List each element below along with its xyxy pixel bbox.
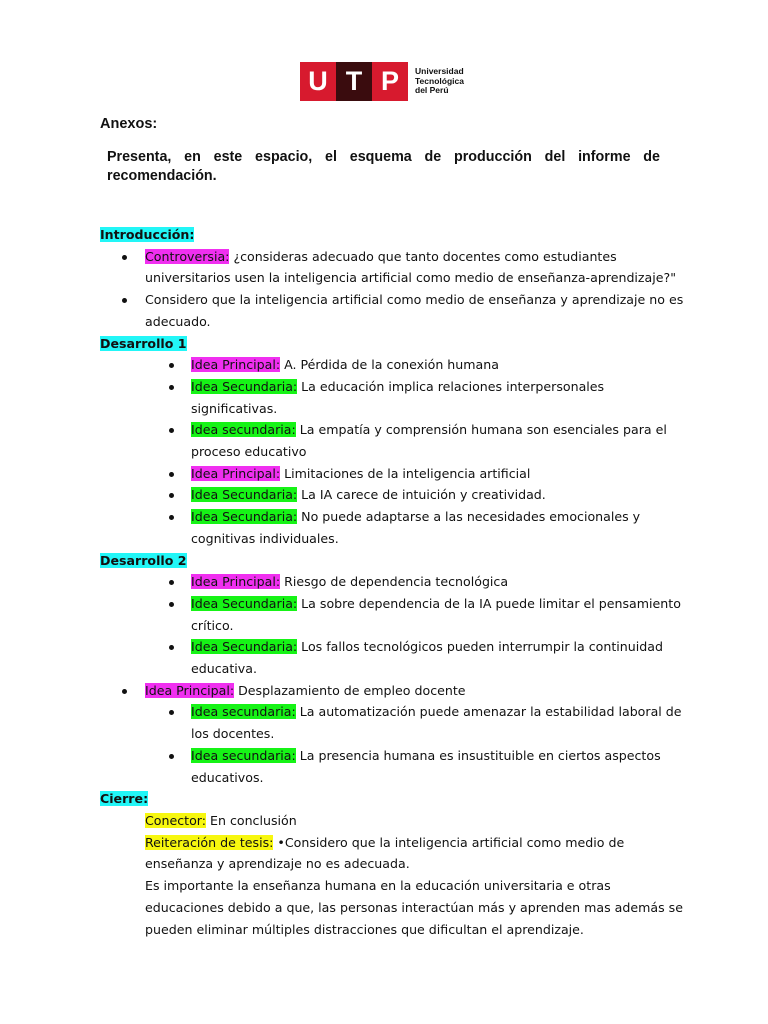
list-item-continuation [100,398,670,420]
list-item [100,701,682,723]
item-text: •Considero que la inteligencia artificial como medio de [273,834,625,850]
bullet-icon [169,515,174,520]
item-text: Es importante la enseñanza humana en la educación universitaria e otras [145,878,611,894]
list-item-continuation [100,723,670,745]
item-text: La sobre dependencia de la IA puede limitar el pensamiento [297,595,681,611]
logo-text-line: Universidad [415,66,464,77]
logo-letter-u: U [300,62,336,101]
item-text: pueden eliminar múltiples distracciones que dificultan el aprendizaje. [145,921,584,937]
item-text: La educación implica relaciones interpersonales [297,378,605,394]
item-text: proceso educativo [191,444,307,460]
item-text: Limitaciones de la inteligencia artificial [280,465,531,481]
bullet-icon [169,645,174,650]
list-item [100,419,670,441]
idea-secundaria-label: Idea Secundaria: [191,509,298,525]
item-text: cognitivas individuales. [191,530,339,546]
bullet-icon [169,710,174,715]
section-label: Desarrollo 2 [100,552,187,568]
utp-logo [300,62,464,101]
bullet-icon [169,754,174,759]
item-text: universitarios usen la inteligencia artificial como medio de enseñanza-aprendizaje?" [145,270,676,286]
list-item [100,506,670,528]
idea-secundaria-label: Idea secundaria: [191,704,296,720]
section-label: Desarrollo 1 [100,335,187,351]
section-heading-desarrollo2 [100,550,670,572]
list-item-continuation [100,767,670,789]
item-text: adecuado. [145,313,211,329]
idea-secundaria-label: Idea Secundaria: [191,639,298,655]
idea-secundaria-label: Idea Secundaria: [191,378,298,394]
bullet-icon [169,428,174,433]
conector-label: Conector: [145,812,206,828]
idea-secundaria-label: Idea secundaria: [191,747,296,763]
item-text: A. Pérdida de la conexión humana [280,357,499,373]
item-text: significativas. [191,400,278,416]
logo-text [415,67,464,96]
list-item [100,246,670,268]
bullet-icon [169,385,174,390]
item-text: La automatización puede amenazar la estabilidad laboral de [295,704,682,720]
section-heading-desarrollo1 [100,333,670,355]
logo-letter-blocks [300,62,408,101]
item-text: educativa. [191,661,257,677]
page-heading: Anexos: [100,116,158,132]
controversia-label: Controversia: [145,248,230,264]
list-item [100,680,670,702]
bullet-icon [169,602,174,607]
list-item [100,593,681,615]
tesis-continuation [100,853,670,875]
tesis-line [100,832,670,854]
item-text: Considero que la inteligencia artificial como medio de enseñanza y aprendizaje no es [145,292,684,308]
idea-secundaria-label: Idea Secundaria: [191,487,298,503]
bullet-icon [169,493,174,498]
list-item [100,289,684,311]
item-text: educativos. [191,769,264,785]
item-text: educaciones debido a que, las personas interactúan más y aprenden mas además se [145,899,683,915]
idea-principal-label: Idea Principal: [191,357,281,373]
list-item-continuation [100,441,670,463]
section-heading-cierre [100,788,670,810]
bullet-icon [122,689,127,694]
item-text: crítico. [191,617,234,633]
item-text: ¿consideras adecuado que tanto docentes como estudiantes [229,248,617,264]
idea-principal-label: Idea Principal: [145,682,235,698]
item-text: los docentes. [191,726,275,742]
list-item-continuation [100,658,670,680]
section-label: Cierre: [100,791,149,807]
item-text: Desplazamiento de empleo docente [234,682,466,698]
item-text: La IA carece de intuición y creatividad. [297,487,546,503]
bullet-icon [169,363,174,368]
item-text: enseñanza y aprendizaje no es adecuada. [145,856,410,872]
list-item [100,463,670,485]
list-item [100,354,670,376]
item-text: La presencia humana es insustituible en ciertos aspectos [295,747,661,763]
idea-secundaria-label: Idea secundaria: [191,422,296,438]
list-item-continuation [100,528,670,550]
item-text: La empatía y comprensión humana son esenciales para el [295,422,667,438]
intro-paragraph: Presenta, en este espacio, el esquema de producción del informe de recomendación. [107,149,660,184]
tesis-label: Reiteración de tesis: [145,834,274,850]
list-item-continuation [100,311,670,333]
list-item [100,376,670,398]
list-item-continuation [100,267,676,289]
bullet-icon [122,298,127,303]
list-item-continuation [100,615,670,637]
conector-line [100,810,670,832]
item-text: No puede adaptarse a las necesidades emocionales y [297,509,641,525]
closing-paragraph-line [100,897,683,919]
idea-secundaria-label: Idea Secundaria: [191,595,298,611]
logo-text-line: del Perú [415,85,449,96]
idea-principal-label: Idea Principal: [191,465,281,481]
logo-letter-p: P [372,62,408,101]
idea-principal-label: Idea Principal: [191,574,281,590]
item-text: Riesgo de dependencia tecnológica [280,574,509,590]
list-item [100,571,670,593]
document-body [100,224,684,940]
bullet-icon [169,580,174,585]
closing-paragraph-line [100,919,670,941]
list-item [100,745,670,767]
bullet-icon [169,472,174,477]
logo-letter-t: T [336,62,372,101]
list-item [100,636,670,658]
section-heading-introduccion [100,224,670,246]
closing-paragraph-line [100,875,670,897]
item-text: Los fallos tecnológicos pueden interrumpir la continuidad [297,639,663,655]
logo-text-line: Tecnológica [415,75,464,86]
bullet-icon [122,255,127,260]
item-text: En conclusión [206,812,297,828]
list-item [100,484,670,506]
section-label: Introducción: [100,227,195,242]
